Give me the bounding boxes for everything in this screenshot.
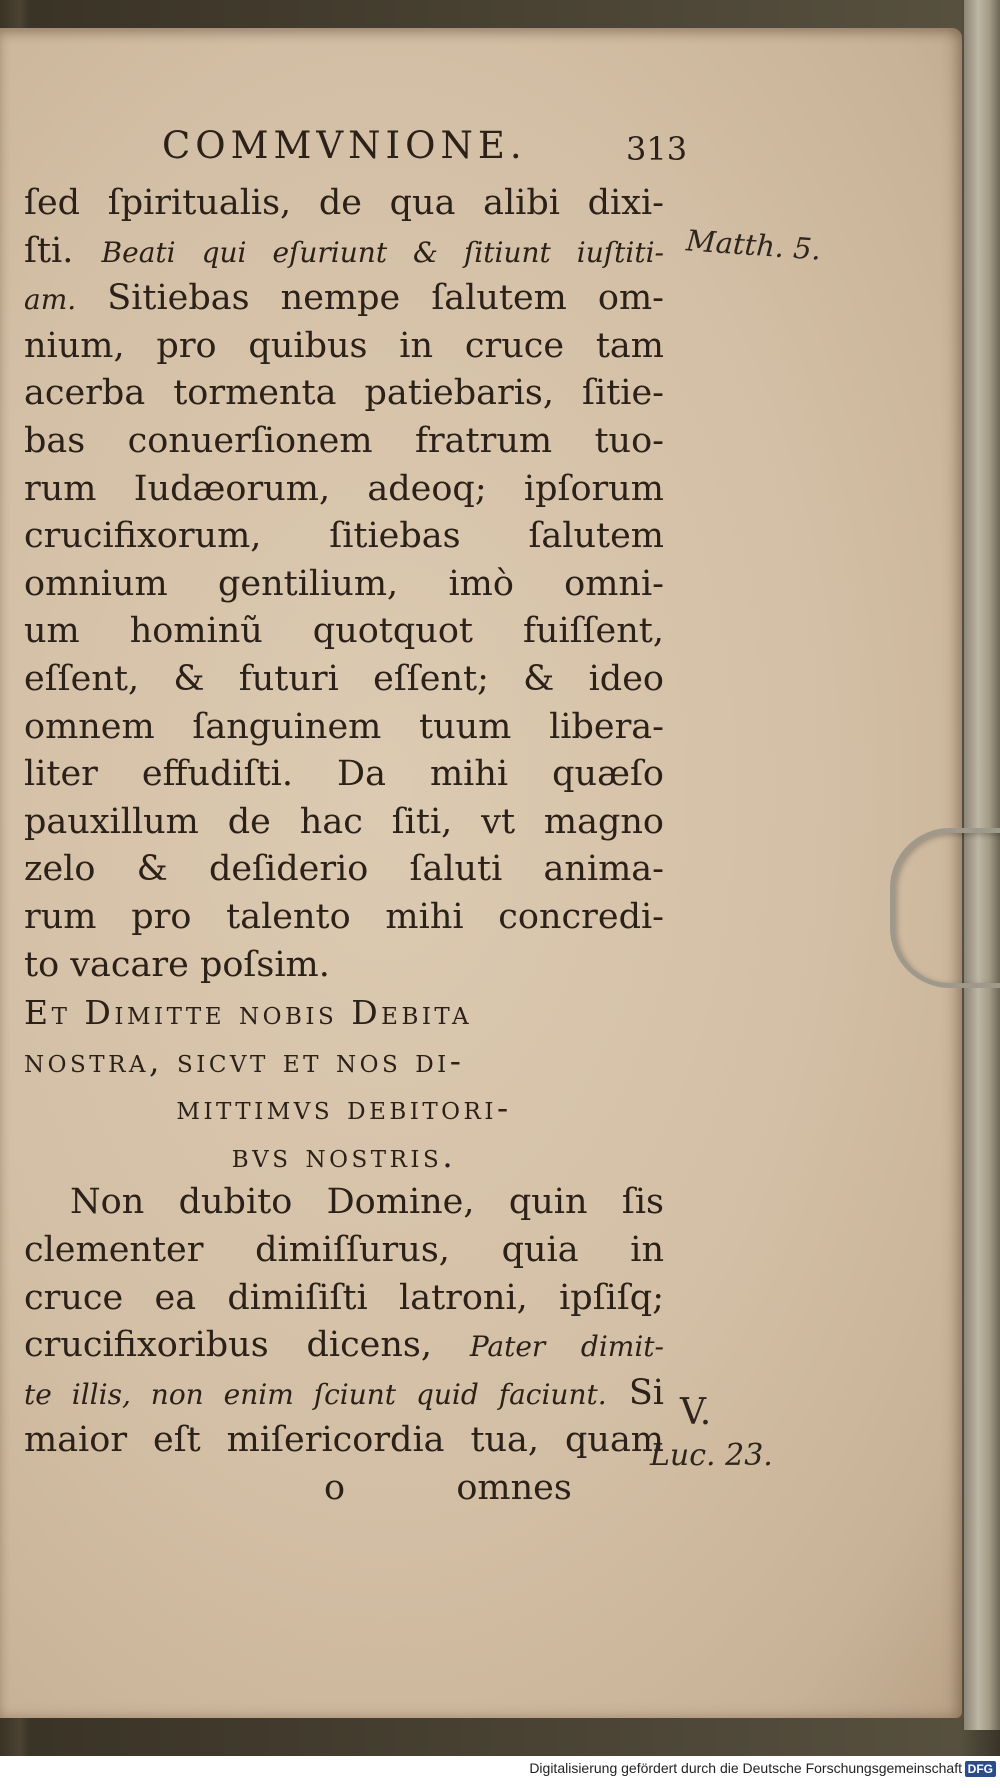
text-line: maior eſt miſericordia tua, quam [24, 1420, 664, 1461]
text-line: crucifixorum, ſitiebas ſalutem [24, 516, 664, 557]
page-number: 313 [626, 130, 688, 168]
text-line: nium, pro quibus in cruce tam [24, 325, 664, 366]
text-line: liter effudiſti. Da mihi quæſo [24, 754, 664, 795]
text-line: te illis, non enim ſciunt quid faciunt. Si [24, 1372, 664, 1413]
text-line: ſed ſpiritualis, de qua alibi dixi- [24, 183, 664, 223]
text-line: bas conuerſionem fratrum tuo- [24, 420, 664, 461]
section-heading-line: nostra, sicvt et nos di- [24, 1040, 465, 1080]
catchword-line: o omnes [324, 1468, 572, 1509]
text-line: rum pro talento mihi concredi- [24, 896, 664, 937]
text-line: pauxillum de hac ſiti, vt magno [24, 801, 664, 842]
text-line: clementer dimiſſurus, quia in [24, 1230, 664, 1271]
text-line: am. Sitiebas nempe ſalutem om- [24, 278, 664, 319]
book-page [0, 28, 962, 1718]
text-line: to vacare poſsim. [24, 944, 330, 985]
margin-note-section-number: V. [680, 1392, 712, 1433]
section-heading-line: bvs nostris. [231, 1135, 457, 1175]
margin-note-luc: Luc. 23. [650, 1438, 773, 1473]
dfg-logo: DFG [965, 1761, 996, 1777]
text-line: crucifixoribus dicens, Pater dimit- [24, 1325, 664, 1366]
footer-bar [0, 1756, 1000, 1788]
text-line: omnem ſanguinem tuum libera- [24, 706, 664, 747]
page-header [0, 120, 962, 180]
running-head: COMMVNIONE. [162, 124, 527, 167]
text-line: um hominũ quotquot fuiſſent, [24, 611, 664, 652]
text-line: omnium gentilium, imò omni- [24, 563, 664, 604]
text-line: eſſent, & futuri eſſent; & ideo [24, 658, 664, 699]
text-line: Non dubito Domine, quin ſis [70, 1182, 664, 1223]
text-line: zelo & deſiderio ſaluti anima- [24, 849, 664, 890]
text-line: cruce ea dimiſiſti latroni, ipſiſq; [24, 1277, 664, 1318]
body-text [24, 180, 664, 1513]
margin-note-matth: Matth. 5. [684, 223, 823, 267]
text-line: acerba tormenta patiebaris, ſitie- [24, 373, 664, 414]
funding-credit: Digitalisierung gefördert durch die Deutsche Forschungsgemeinschaft [529, 1760, 962, 1776]
section-heading-line: mittimvs debitori- [176, 1088, 512, 1128]
page-clip [890, 828, 1000, 988]
text-line: ſti. Beati qui eſuriunt & ſitiunt iuſtiti- [24, 230, 664, 271]
text-line: rum Iudæorum, adeoq; ipſorum [24, 468, 664, 509]
section-heading-line: Et Dimitte nobis Debita [24, 993, 473, 1033]
